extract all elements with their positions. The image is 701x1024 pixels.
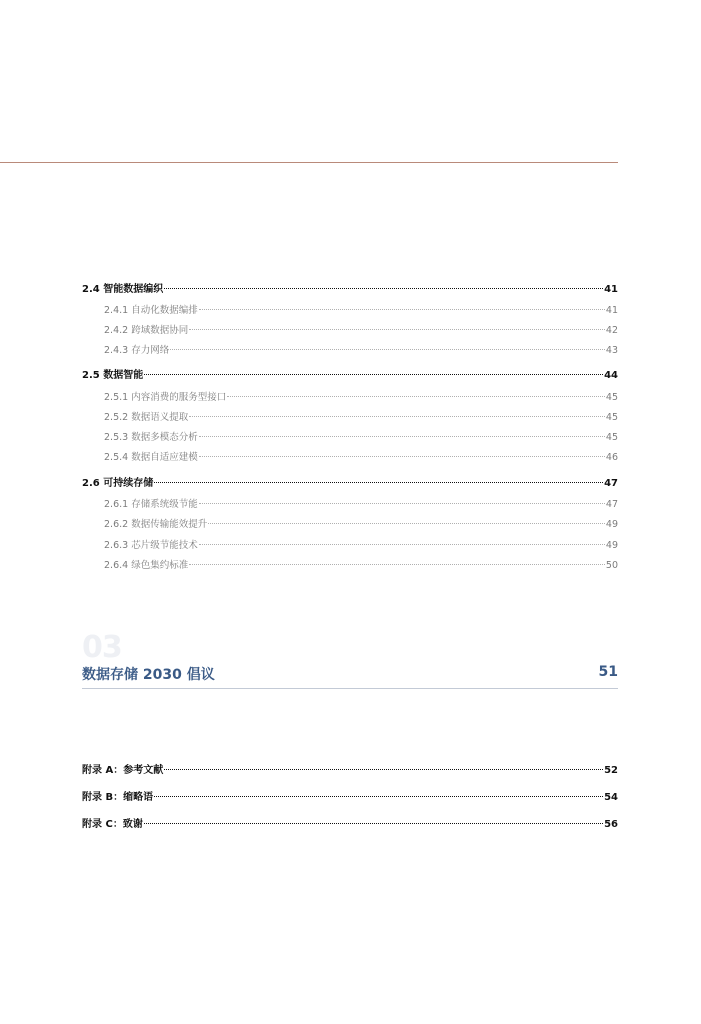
- chapter-divider: [82, 688, 618, 689]
- toc-entry-label: 2.6.3 芯片级节能技术: [104, 540, 198, 551]
- toc-entry-2-5-4[interactable]: [104, 449, 618, 463]
- toc-entry-page: 54: [604, 792, 618, 803]
- toc-entry-2-4-2[interactable]: [104, 322, 618, 336]
- dot-leader: [199, 503, 605, 504]
- toc-entry-label: 2.5.1 内容消费的服务型接口: [104, 392, 227, 403]
- toc-entry-page: 47: [605, 499, 618, 510]
- toc-entry-page: 47: [604, 478, 618, 489]
- dot-leader: [164, 288, 603, 289]
- dot-leader: [227, 396, 605, 397]
- dot-leader: [170, 349, 605, 350]
- toc-entry-2-4[interactable]: [82, 280, 618, 295]
- chapter-page-number: 51: [598, 664, 618, 680]
- toc-entry-page: 44: [604, 370, 618, 381]
- toc-entry-2-5-3[interactable]: [104, 429, 618, 443]
- toc-entry-label: 2.5.3 数据多模态分析: [104, 432, 198, 443]
- toc-entry-label: 2.6.4 绿色集约标准: [104, 560, 189, 571]
- chapter-number: 03: [82, 630, 122, 665]
- toc-entry-page: 45: [605, 412, 618, 423]
- toc-entry-label: 2.6.1 存储系统级节能: [104, 499, 198, 510]
- toc-entry-label: 2.4 智能数据编织: [82, 284, 164, 295]
- toc-entry-appendix-c[interactable]: [82, 815, 618, 830]
- toc-entry-page: 46: [605, 452, 618, 463]
- toc-entry-page: 52: [604, 765, 618, 776]
- toc-entry-page: 45: [605, 432, 618, 443]
- toc-entry-appendix-a[interactable]: [82, 761, 618, 776]
- header-divider: [0, 162, 618, 163]
- toc-entry-label: 2.4.1 自动化数据编排: [104, 305, 198, 316]
- toc-entry-label: 附录 A：参考文献: [82, 765, 164, 776]
- dot-leader: [189, 564, 605, 565]
- toc-entry-2-6-2[interactable]: [104, 516, 618, 530]
- toc-entry-label: 2.5.4 数据自适应建模: [104, 452, 198, 463]
- toc-entry-2-4-1[interactable]: [104, 302, 618, 316]
- toc-entry-2-6-1[interactable]: [104, 496, 618, 510]
- toc-entry-label: 附录 B：缩略语: [82, 792, 154, 803]
- toc-entry-label: 2.4.2 跨域数据协同: [104, 325, 189, 336]
- dot-leader: [199, 456, 605, 457]
- dot-leader: [144, 374, 603, 375]
- dot-leader: [199, 309, 605, 310]
- toc-entry-page: 49: [605, 519, 618, 530]
- toc-entry-page: 41: [605, 305, 618, 316]
- toc-entry-label: 2.6 可持续存储: [82, 478, 154, 489]
- dot-leader: [189, 416, 605, 417]
- toc-entry-label: 附录 C：致谢: [82, 819, 143, 830]
- toc-entry-page: 41: [604, 284, 618, 295]
- dot-leader: [199, 436, 605, 437]
- toc-entry-appendix-b[interactable]: [82, 788, 618, 803]
- toc-entry-2-5[interactable]: [82, 366, 618, 381]
- toc-entry-2-6-3[interactable]: [104, 537, 618, 551]
- toc-entry-label: 2.6.2 数据传输能效提升: [104, 519, 208, 530]
- dot-leader: [208, 523, 605, 524]
- toc-entry-label: 2.4.3 存力网络: [104, 345, 170, 356]
- toc-entry-2-5-2[interactable]: [104, 409, 618, 423]
- toc-entry-2-4-3[interactable]: [104, 342, 618, 356]
- dot-leader: [164, 769, 603, 770]
- toc-entry-2-5-1[interactable]: [104, 389, 618, 403]
- toc-entry-page: 42: [605, 325, 618, 336]
- toc-entry-label: 2.5.2 数据语义提取: [104, 412, 189, 423]
- dot-leader: [199, 544, 605, 545]
- toc-entry-label: 2.5 数据智能: [82, 370, 144, 381]
- toc-entry-2-6-4[interactable]: [104, 557, 618, 571]
- dot-leader: [154, 482, 603, 483]
- toc-entry-page: 49: [605, 540, 618, 551]
- dot-leader: [154, 796, 603, 797]
- toc-entry-2-6[interactable]: [82, 474, 618, 489]
- dot-leader: [144, 823, 603, 824]
- toc-entry-page: 43: [605, 345, 618, 356]
- toc-entry-page: 56: [604, 819, 618, 830]
- toc-entry-page: 45: [605, 392, 618, 403]
- toc-entry-page: 50: [605, 560, 618, 571]
- chapter-title[interactable]: 数据存储 2030 倡议: [82, 667, 215, 683]
- dot-leader: [189, 329, 605, 330]
